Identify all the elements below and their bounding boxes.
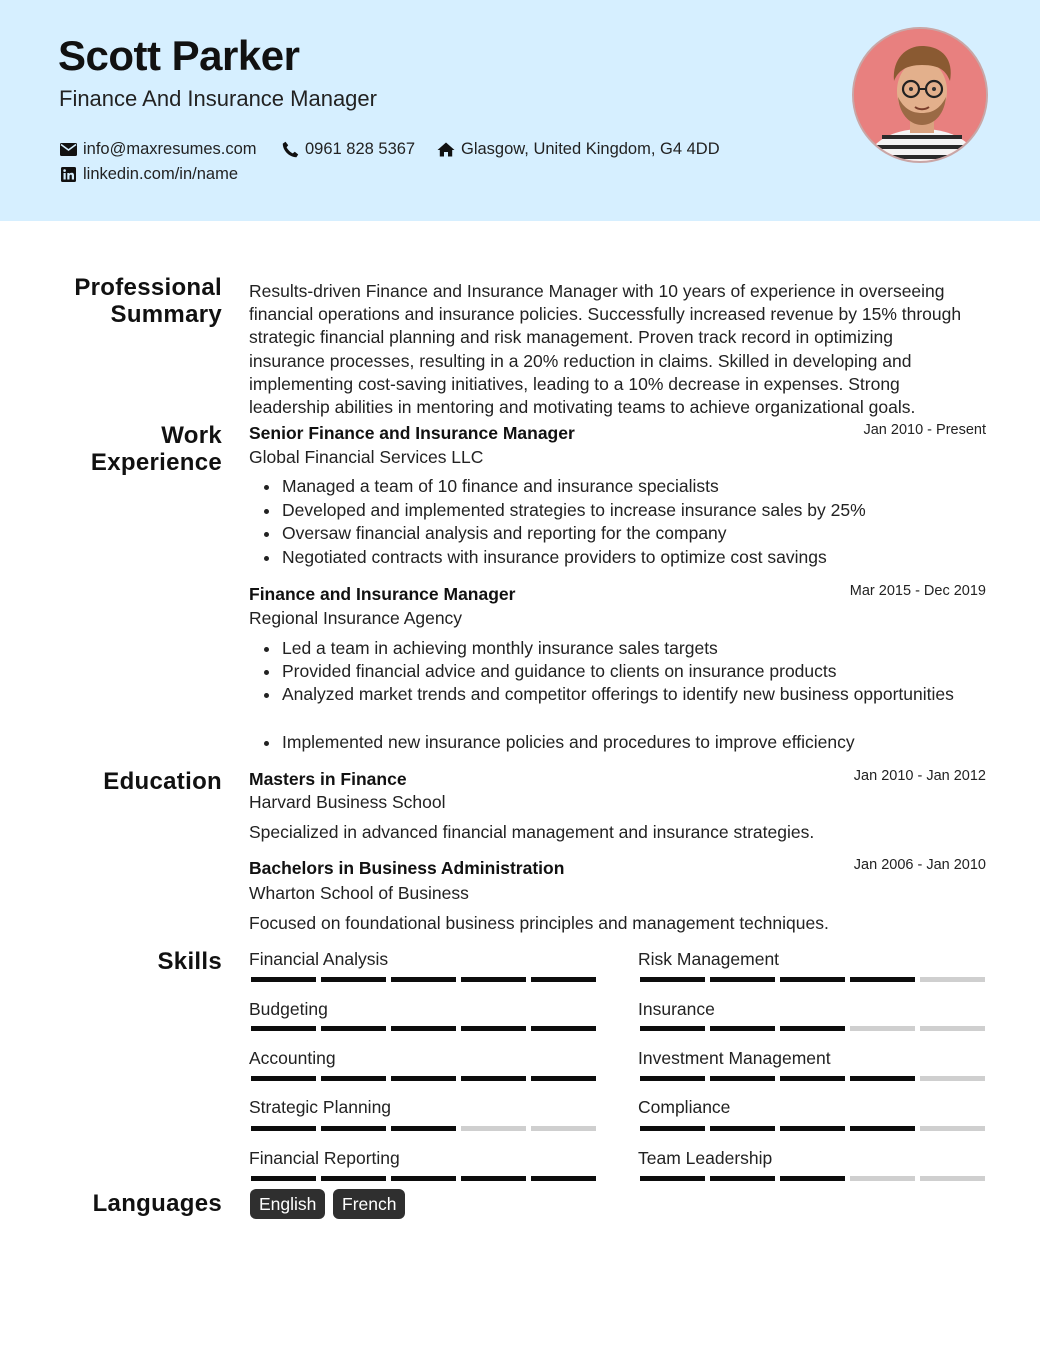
skill-name: Insurance — [638, 999, 715, 1019]
skill-level-segment — [640, 1126, 705, 1131]
job-company: Global Financial Services LLC — [249, 447, 484, 467]
skill-level-segment — [780, 977, 845, 982]
skill-level-segment — [780, 1176, 845, 1181]
skill-level-segment — [850, 1176, 915, 1181]
skill-level-bar — [640, 1176, 985, 1181]
skill-level-segment — [251, 1076, 316, 1081]
section-title-education: Education — [103, 768, 222, 795]
skill-level-bar — [640, 1026, 985, 1031]
skill-level-segment — [780, 1076, 845, 1081]
summary-paragraph — [249, 280, 994, 419]
skill-name: Team Leadership — [638, 1148, 773, 1168]
linkedin-text: linkedin.com/in/name — [83, 165, 238, 183]
summary-line: leadership abilities in mentoring and motivating teams to achieve organizational goals. — [249, 397, 916, 418]
skill-level-segment — [640, 1176, 705, 1181]
skill-level-segment — [391, 1126, 456, 1131]
job-bullet: Developed and implemented strategies to increase insurance sales by 25% — [282, 500, 866, 520]
skill-level-segment — [251, 1126, 316, 1131]
address-text: Glasgow, United Kingdom, G4 4DD — [461, 140, 720, 158]
job-bullet: Managed a team of 10 finance and insurance specialists — [282, 476, 719, 496]
job-bullet: Led a team in achieving monthly insurance sales targets — [282, 638, 718, 658]
section-title-line: Professional — [74, 274, 222, 301]
contact-linkedin[interactable] — [59, 165, 238, 184]
skill-level-segment — [780, 1026, 845, 1031]
skill-level-segment — [251, 977, 316, 982]
edu-degree: Bachelors in Business Administration — [249, 858, 565, 878]
section-title-languages: Languages — [92, 1190, 222, 1217]
profile-photo — [852, 27, 988, 163]
candidate-name: Scott Parker — [58, 32, 300, 79]
skill-level-segment — [531, 977, 596, 982]
skill-level-segment — [850, 977, 915, 982]
skill-level-bar — [251, 1076, 596, 1081]
resume-header — [0, 0, 1040, 221]
job-bullet: Provided financial advice and guidance to clients on insurance products — [282, 661, 837, 681]
skill-level-segment — [850, 1126, 915, 1131]
summary-line: financial operations and insurance policies. Successfully increased revenue by 15% through — [249, 304, 962, 325]
summary-line: implementing cost-saving initiatives, leading to a 10% decrease in expenses. Strong — [249, 373, 900, 394]
language-badge: English — [250, 1189, 325, 1219]
job-bullet: Negotiated contracts with insurance providers to optimize cost savings — [282, 547, 827, 567]
skill-level-segment — [251, 1176, 316, 1181]
skill-level-segment — [321, 1076, 386, 1081]
home-icon — [437, 141, 455, 159]
contact-email[interactable] — [59, 140, 257, 159]
skill-level-segment — [640, 1026, 705, 1031]
envelope-icon — [59, 141, 77, 159]
job-date: Jan 2010 - Present — [863, 422, 986, 438]
skill-name: Accounting — [249, 1048, 336, 1068]
skill-level-bar — [640, 1076, 985, 1081]
skill-level-bar — [251, 1126, 596, 1131]
contact-phone[interactable] — [281, 140, 415, 159]
skill-level-segment — [640, 977, 705, 982]
skill-level-segment — [710, 1076, 775, 1081]
edu-description: Focused on foundational business principles and management techniques. — [249, 913, 829, 933]
job-bullet: Analyzed market trends and competitor offerings to identify new business opportunities — [282, 684, 954, 704]
skill-level-segment — [321, 1126, 386, 1131]
skill-name: Financial Analysis — [249, 949, 389, 969]
section-title-experience — [91, 422, 222, 476]
skill-name: Investment Management — [638, 1048, 831, 1068]
candidate-title: Finance And Insurance Manager — [59, 86, 377, 111]
edu-degree: Masters in Finance — [249, 769, 407, 789]
skill-level-bar — [251, 1176, 596, 1181]
skill-level-segment — [710, 1026, 775, 1031]
contact-address — [437, 140, 720, 159]
section-title-line: Summary — [110, 301, 222, 328]
skill-name: Compliance — [638, 1097, 731, 1117]
skill-level-segment — [531, 1126, 596, 1131]
summary-line: strategic financial planning and risk management. Proven track record in optimizing — [249, 327, 893, 348]
skill-level-bar — [640, 977, 985, 982]
skill-name: Strategic Planning — [249, 1097, 392, 1117]
summary-line: Results-driven Finance and Insurance Manager with 10 years of experience in overseeing — [249, 281, 945, 301]
job-bullet: Oversaw financial analysis and reporting for the company — [282, 523, 727, 543]
skill-level-segment — [461, 977, 526, 982]
skill-level-segment — [391, 1026, 456, 1031]
skill-level-segment — [251, 1026, 316, 1031]
summary-line: insurance processes, resulting in a 20% reduction in claims. Skilled in developing and — [249, 350, 912, 371]
section-title-skills: Skills — [157, 948, 222, 975]
skill-level-segment — [461, 1176, 526, 1181]
skill-level-bar — [251, 977, 596, 982]
skill-level-segment — [850, 1026, 915, 1031]
phone-icon — [281, 141, 299, 159]
job-company: Regional Insurance Agency — [249, 608, 463, 628]
skill-level-segment — [710, 1176, 775, 1181]
skill-level-segment — [780, 1126, 845, 1131]
job-title: Senior Finance and Insurance Manager — [249, 423, 575, 443]
skill-level-segment — [531, 1026, 596, 1031]
skill-name: Financial Reporting — [249, 1148, 400, 1168]
skill-level-segment — [391, 1176, 456, 1181]
skill-name: Risk Management — [638, 949, 780, 969]
phone-text: 0961 828 5367 — [305, 140, 416, 158]
skill-level-segment — [640, 1076, 705, 1081]
skill-level-segment — [391, 1076, 456, 1081]
skill-level-bar — [251, 1026, 596, 1031]
job-bullet: Implemented new insurance policies and procedures to improve efficiency — [282, 732, 855, 752]
skill-level-segment — [920, 977, 985, 982]
edu-school: Wharton School of Business — [249, 883, 469, 903]
section-title-summary — [74, 274, 222, 328]
skill-level-segment — [710, 977, 775, 982]
skill-name: Budgeting — [249, 999, 328, 1019]
skill-level-segment — [391, 977, 456, 982]
skill-level-segment — [461, 1076, 526, 1081]
edu-description: Specialized in advanced financial management and insurance strategies. — [249, 822, 815, 842]
linkedin-icon — [59, 166, 77, 184]
section-title-line: Experience — [90, 449, 222, 476]
skill-level-segment — [321, 977, 386, 982]
edu-date: Jan 2006 - Jan 2010 — [853, 857, 986, 873]
skill-level-segment — [531, 1176, 596, 1181]
skill-level-segment — [920, 1176, 985, 1181]
skill-level-segment — [321, 1026, 386, 1031]
skill-level-segment — [920, 1076, 985, 1081]
section-title-line: Work — [161, 422, 222, 449]
skill-level-segment — [920, 1126, 985, 1131]
skill-level-segment — [461, 1026, 526, 1031]
skill-level-segment — [321, 1176, 386, 1181]
job-date: Mar 2015 - Dec 2019 — [849, 583, 986, 599]
skill-level-segment — [850, 1076, 915, 1081]
skill-level-segment — [920, 1026, 985, 1031]
skill-level-segment — [531, 1076, 596, 1081]
job-title: Finance and Insurance Manager — [249, 584, 516, 604]
language-badge: French — [333, 1189, 405, 1219]
email-text: info@maxresumes.com — [83, 140, 257, 158]
skill-level-segment — [461, 1126, 526, 1131]
skill-level-bar — [640, 1126, 985, 1131]
edu-school: Harvard Business School — [249, 792, 446, 812]
edu-date: Jan 2010 - Jan 2012 — [853, 768, 986, 784]
skill-level-segment — [710, 1126, 775, 1131]
